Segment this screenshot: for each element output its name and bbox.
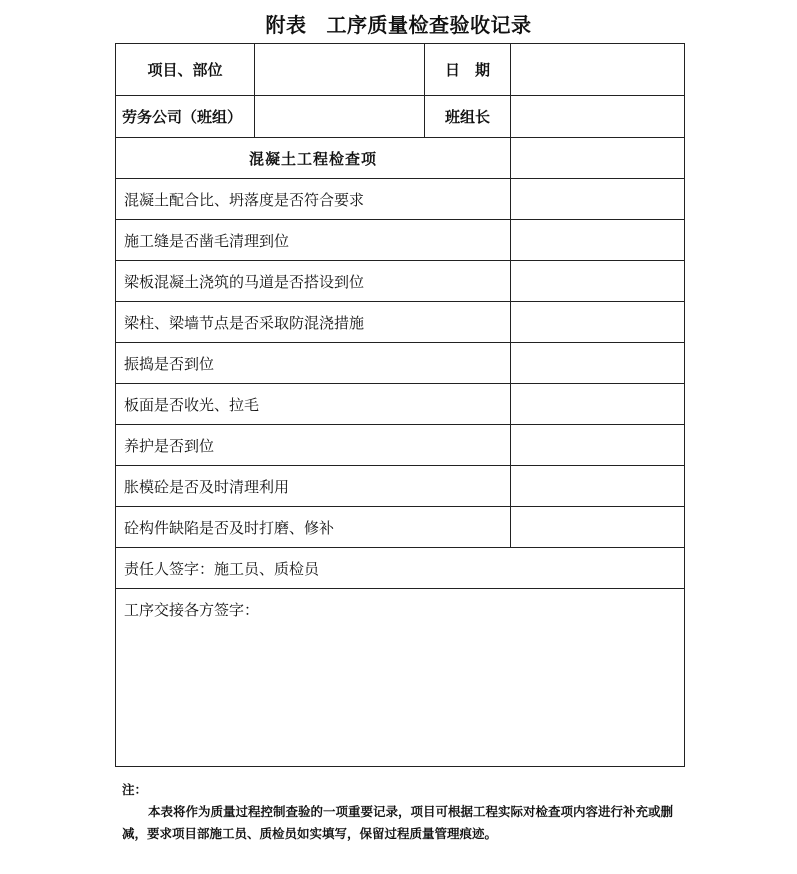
check-item-result[interactable]	[511, 384, 685, 425]
title-prefix: 附表	[265, 13, 307, 37]
check-item-row	[116, 507, 685, 548]
check-item-label: 砼构件缺陷是否及时打磨、修补	[116, 507, 511, 548]
inspection-form	[115, 43, 685, 767]
check-item-result[interactable]	[511, 507, 685, 548]
date-field[interactable]	[511, 44, 685, 96]
team-leader-field[interactable]	[511, 96, 685, 138]
check-item-row	[116, 220, 685, 261]
header-row-labor	[116, 96, 685, 138]
check-item-row	[116, 261, 685, 302]
section-result-cell	[511, 138, 685, 179]
check-item-label: 梁板混凝土浇筑的马道是否搭设到位	[116, 261, 511, 302]
check-item-label: 胀模砼是否及时清理利用	[116, 466, 511, 507]
section-title-row	[116, 138, 685, 179]
project-label: 项目、部位	[116, 44, 255, 96]
project-field[interactable]	[255, 44, 425, 96]
check-item-label: 施工缝是否凿毛清理到位	[116, 220, 511, 261]
check-item-result[interactable]	[511, 343, 685, 384]
check-item-row	[116, 384, 685, 425]
check-item-label: 振捣是否到位	[116, 343, 511, 384]
check-item-label: 板面是否收光、拉毛	[116, 384, 511, 425]
title-main: 工序质量检查验收记录	[326, 13, 532, 37]
check-item-result[interactable]	[511, 261, 685, 302]
check-item-result[interactable]	[511, 425, 685, 466]
check-item-label: 混凝土配合比、坍落度是否符合要求	[116, 179, 511, 220]
header-row-project	[116, 44, 685, 96]
check-item-result[interactable]	[511, 179, 685, 220]
notes-body: 本表将作为质量过程控制查验的一项重要记录，项目可根据工程实际对检查项内容进行补充或删减，要求项目部施工员、质检员如实填写，保留过程质量管理痕迹。	[122, 804, 674, 841]
check-item-label: 梁柱、梁墙节点是否采取防混浇措施	[116, 302, 511, 343]
check-item-row	[116, 343, 685, 384]
notes	[122, 779, 682, 845]
check-item-row	[116, 466, 685, 507]
handover-row	[116, 589, 685, 767]
check-item-label: 养护是否到位	[116, 425, 511, 466]
responsible-row	[116, 548, 685, 589]
page-title	[0, 9, 797, 38]
handover-signature-area[interactable]: 工序交接各方签字：	[116, 589, 685, 767]
responsible-signature[interactable]: 责任人签字：施工员、质检员	[116, 548, 685, 589]
labor-company-label: 劳务公司（班组）	[116, 96, 255, 138]
section-title: 混凝土工程检查项	[116, 138, 511, 179]
notes-heading: 注：	[122, 782, 148, 797]
check-item-result[interactable]	[511, 220, 685, 261]
check-item-row	[116, 179, 685, 220]
date-label: 日 期	[425, 44, 511, 96]
check-item-result[interactable]	[511, 302, 685, 343]
check-item-result[interactable]	[511, 466, 685, 507]
check-item-row	[116, 302, 685, 343]
labor-company-field[interactable]	[255, 96, 425, 138]
check-item-row	[116, 425, 685, 466]
team-leader-label: 班组长	[425, 96, 511, 138]
